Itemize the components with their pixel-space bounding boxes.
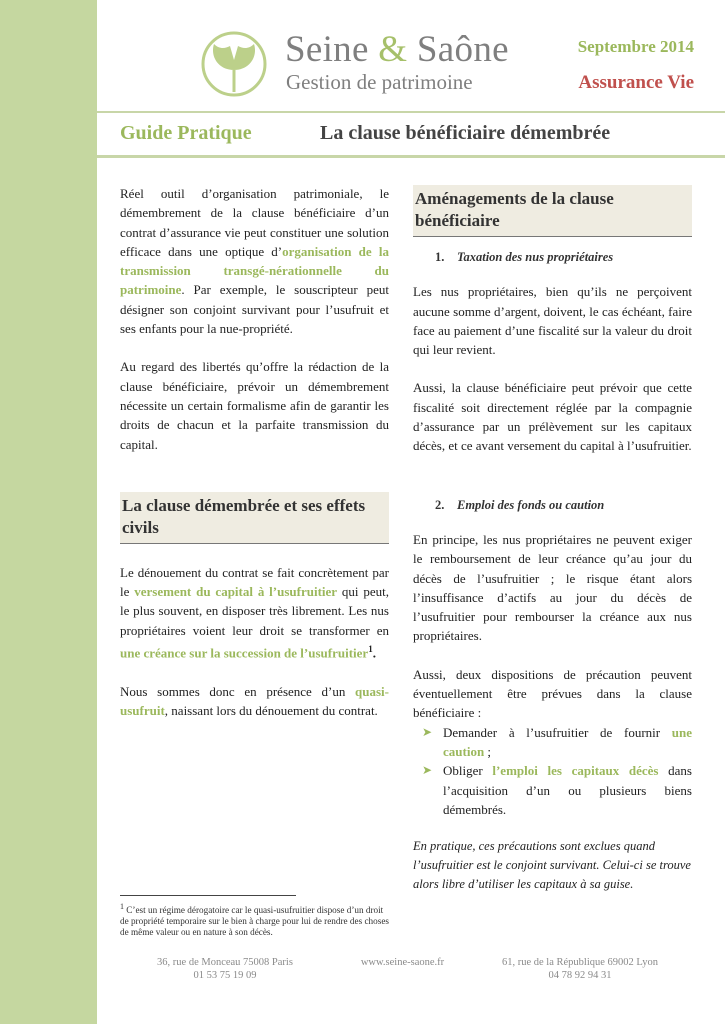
- highlight-text: une créance sur la succession de l’usufruitier: [120, 645, 369, 661]
- footer-lyon-contact: [490, 957, 670, 982]
- ginkgo-leaf-icon: [200, 30, 268, 98]
- issue-date: Septembre 2014: [577, 37, 694, 56]
- brand-tagline: Gestion de patrimoine: [286, 70, 473, 94]
- footer-paris-contact: [150, 957, 300, 982]
- highlight-text: une caution: [443, 724, 692, 759]
- footer-phone: 04 78 92 94 31: [548, 969, 612, 981]
- formalism-paragraph: Au regard des libertés qu’offre la rédaction de la clause bénéficiaire, prévoir un démembrement nécessite un certain formalisme afin de garantir les droits de chacun et la parfaite transmission du capital.: [120, 359, 389, 452]
- highlight-text: l’emploi les capitaux décès: [492, 763, 659, 779]
- document-title: La clause bénéficiaire démembrée: [320, 122, 611, 144]
- arrow-bullet-icon: ➤: [422, 724, 433, 739]
- quasi-usufruit-paragraph: Nous sommes donc en présence d’un quasi-usufruit, naissant lors du dénouement du contrat.: [120, 683, 389, 718]
- section-heading-civil-effects: La clause démembrée et ses effets civils: [120, 492, 389, 544]
- highlight-text: organisation de la transmission transgé-nérationnelle du patrimoine: [120, 243, 389, 298]
- footer-phone: 01 53 75 19 09: [193, 969, 257, 981]
- footer-address: 36, rue de Monceau 75008 Paris: [157, 957, 293, 968]
- list-item: ➤ Demander à l’usufruitier de fournir une caution ;: [422, 724, 692, 759]
- right-column: [413, 185, 692, 894]
- taxation-paragraph: Les nus propriétaires, bien qu’ils ne perçoivent aucune somme d’argent, doivent, le cas échéant, faire face au paiement d’une fiscalité sur la valeur du droit qui leur revient.: [413, 284, 692, 358]
- subheading-taxation: 1. Taxation des nus propriétaires: [435, 250, 614, 264]
- highlight-text: quasi-usufruit: [120, 683, 389, 718]
- left-sidebar-band: [0, 0, 97, 1024]
- header-divider: [97, 111, 725, 113]
- guide-label: Guide Pratique: [120, 122, 252, 144]
- highlight-text: versement du capital à l’usufruitier: [134, 584, 338, 600]
- footer-address: 61, rue de la République 69002 Lyon: [501, 957, 658, 968]
- product-label: Assurance Vie: [578, 72, 694, 93]
- left-column: [120, 184, 389, 720]
- title-divider: [97, 155, 725, 158]
- section-heading-arrangements: Aménagements de la clause bénéficiaire: [413, 185, 692, 237]
- practice-note: En pratique, ces précautions sont exclues quand l’usufruitier est le conjoint survivant. Celui-ci se trouve alors libre d’utiliser les capitaux à sa guise.: [413, 839, 691, 892]
- list-item: ➤ Obliger l’emploi les capitaux décès dans l’acquisition d’un ou plusieurs biens démembrés.: [422, 763, 692, 817]
- subheading-funds-use: 2. Emploi des fonds ou caution: [435, 497, 605, 512]
- footnote: $^1$ C’est un régime dérogatoire car le quasi-usufruitier dispose d’un droit de propriété temporaire sur le bien à charge pour lui de rendre des choses de même valeur ou en nature à son décès.: [120, 902, 389, 938]
- arrow-bullet-icon: ➤: [422, 763, 433, 778]
- precautions-list: [413, 723, 692, 819]
- intro-paragraph: Réel outil d’organisation patrimoniale, le démembrement de la clause bénéficiaire d’un contrat d’assurance vie peut constituer une solution efficace dans une optique d’organisation de la transmission transgé-nérationnelle du patrimoine. Par exemple, le souscripteur peut désigner son conjoint survivant pour l’usufruit et ses enfants pour la nue-propriété.: [120, 186, 389, 337]
- precautions-paragraph: Aussi, deux dispositions de précaution peuvent éventuellement être prévues dans la clause bénéficiaire :: [413, 666, 692, 721]
- payout-paragraph: Le dénouement du contrat se fait concrètement par le versement du capital à l’usufruitier qui peut, le plus souvent, en disposer très librement. Les nus propriétaires voient leur droit se transformer en une créance sur la succession de l’usufruitier$^1$.: [120, 564, 390, 661]
- brand-name: Seine & Saône: [285, 29, 509, 70]
- footnote-reference[interactable]: 1: [368, 644, 373, 655]
- footer-website-link[interactable]: www.seine-saone.fr: [360, 957, 445, 968]
- tax-payment-paragraph: Aussi, la clause bénéficiaire peut prévoir que cette fiscalité soit directement réglée par la compagnie d’assurance par un prélèvement sur les capitaux décès, et ce avant versement du capital à l’usufruitier.: [413, 380, 692, 454]
- footnote-divider: [120, 895, 296, 896]
- principle-paragraph: En principe, les nus propriétaires ne peuvent exiger le remboursement de leur créance qu’au jour du décès de l’usufruitier ; le risque étant alors l’insuffisance d’actifs au jour du décès de l’usufruitier pour rembourser la créance aux nus propriétaires.: [413, 531, 692, 644]
